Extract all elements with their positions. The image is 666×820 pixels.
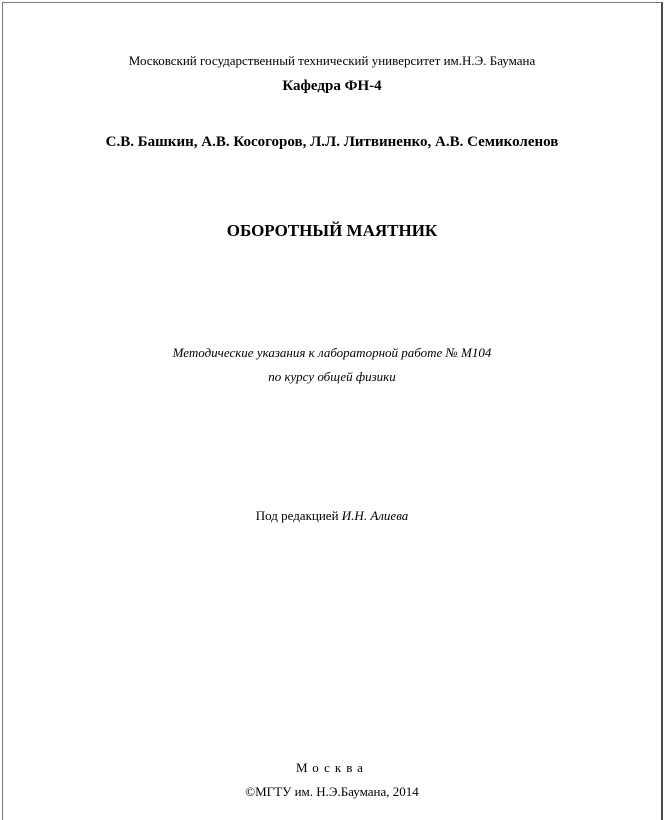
description-line-2: по курсу общей физики [268,369,396,384]
department-name: Кафедра ФН-4 [282,78,382,94]
authors-line: С.В. Башкин, А.В. Косогоров, Л.Л. Литвиненко, А.В. Семиколенов [105,134,559,150]
title-page [2,2,663,820]
copyright-line: ©МГТУ им. Н.Э.Баумана, 2014 [245,784,419,799]
document-title: ОБОРОТНЫЙ МАЯТНИК [226,221,438,240]
description-line-1: Методические указания к лабораторной работе № М104 [172,345,492,360]
editor-prefix: Под редакцией [255,508,339,523]
editor-line [3,508,661,524]
editor-name: И.Н. Алиева [341,508,409,523]
city-name: Москва [296,760,368,775]
university-name: Московский государственный технический университет им.Н.Э. Баумана [128,53,536,68]
